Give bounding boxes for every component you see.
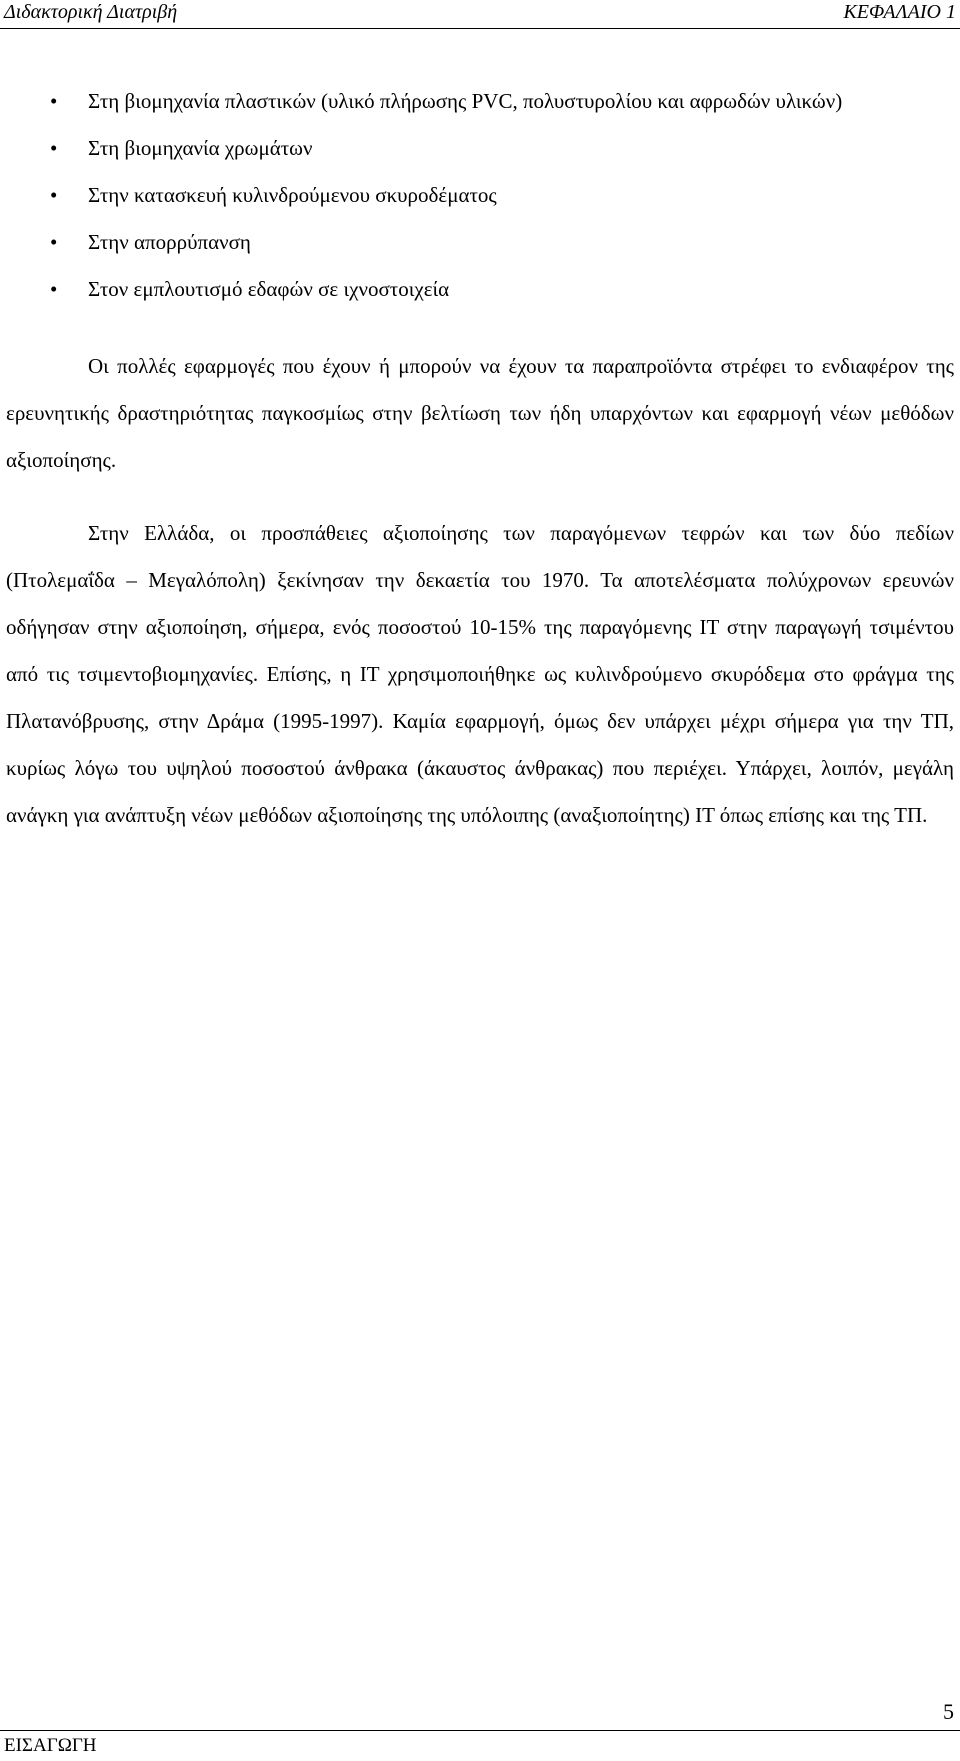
list-item xyxy=(6,172,954,219)
list-item-text: Στη βιομηχανία χρωμάτων xyxy=(88,136,313,160)
list-item xyxy=(6,125,954,172)
body-content xyxy=(6,78,954,839)
running-footer xyxy=(0,1730,960,1761)
list-item xyxy=(6,266,954,313)
bullet-icon: • xyxy=(50,89,58,113)
paragraph-applications: Οι πολλές εφαρμογές που έχουν ή μπορούν να έχουν τα παραπροϊόντα στρέφει το ενδιαφέρον της ερευνητικής δραστηριότητας παγκοσμίως στην βελτίωση των ήδη υπαρχόντων και εφαρμογή νέων μεθόδων αξιοποίησης. xyxy=(6,354,954,472)
bullet-icon: • xyxy=(50,136,58,160)
list-item-text: Στη βιομηχανία πλαστικών (υλικό πλήρωσης PVC, πολυστυρολίου και αφρωδών υλικών) xyxy=(88,89,843,113)
list-item-text: Στην απορρύπανση xyxy=(88,230,251,254)
running-header xyxy=(0,0,960,29)
header-chapter: ΚΕΦΑΛΑΙΟ 1 xyxy=(843,1,956,23)
header-thesis-title: Διδακτορική Διατριβή xyxy=(4,1,178,23)
bullet-icon: • xyxy=(50,230,58,254)
page-number: 5 xyxy=(943,1699,954,1724)
list-item-text: Στην κατασκευή κυλινδρούμενου σκυροδέματος xyxy=(88,183,497,207)
bullet-icon: • xyxy=(50,183,58,207)
bullet-list xyxy=(6,78,954,313)
bullet-icon: • xyxy=(50,277,58,301)
list-item xyxy=(6,78,954,125)
list-item xyxy=(6,219,954,266)
footer-section: ΕΙΣΑΓΩΓΗ xyxy=(4,1735,97,1756)
list-item-text: Στον εμπλουτισμό εδαφών σε ιχνοστοιχεία xyxy=(88,277,450,301)
paragraph-greece: Στην Ελλάδα, οι προσπάθειες αξιοποίησης των παραγόμενων τεφρών και των δύο πεδίων (Πτολεμαΐδα – Μεγαλόπολη) ξεκίνησαν την δεκαετία του 1970. Τα αποτελέσματα πολύχρονων ερευνών οδήγησαν στην αξιοποίηση, σήμερα, ενός ποσοστού 10-15% της παραγόμενης ΙΤ στην παραγωγή τσιμέντου από τις τσιμεντοβιομηχανίες. Επίσης, η ΙΤ χρησιμοποιήθηκε ως κυλινδρούμενο σκυρόδεμα στο φράγμα της Πλατανόβρυσης, στην Δράμα (1995-1997). Καμία εφαρμογή, όμως δεν υπάρχει μέχρι σήμερα για την ΤΠ, κυρίως λόγω του υψηλού ποσοστού άνθρακα (άκαυστος άνθρακας) που περιέχει. Υπάρχει, λοιπόν, μεγάλη ανάγκη για ανάπτυξη νέων μεθόδων αξιοποίησης της υπόλοιπης (αναξιοποίητης) ΙΤ όπως επίσης και της ΤΠ. xyxy=(6,521,954,827)
